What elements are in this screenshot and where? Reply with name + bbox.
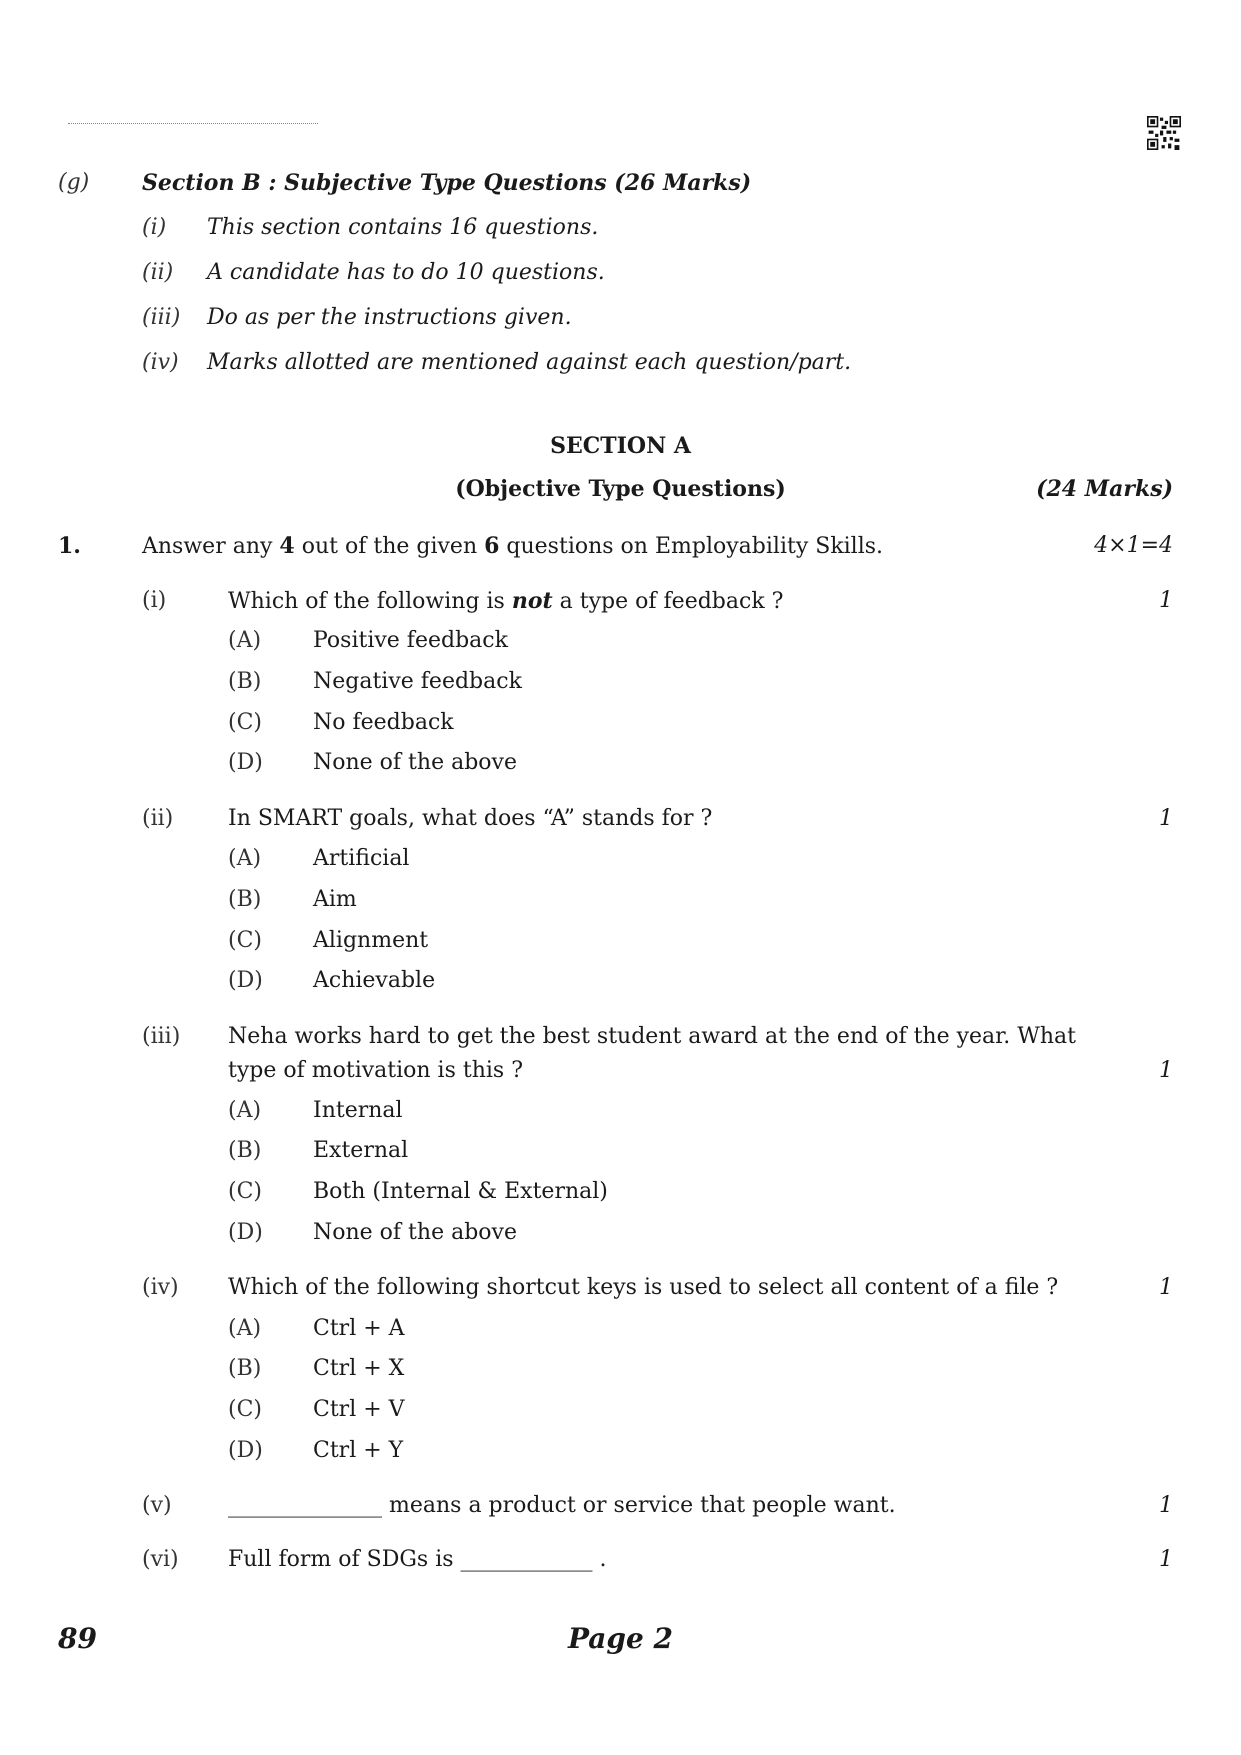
subquestion-number: (i) bbox=[142, 588, 167, 613]
subquestion-number: (iv) bbox=[142, 1275, 179, 1300]
question-number: 1. bbox=[58, 533, 81, 559]
subquestion-marks: 1 bbox=[1159, 1547, 1173, 1572]
instruction-item-num: (i) bbox=[142, 215, 167, 240]
subquestion-text-continued: type of motivation is this ? bbox=[228, 1058, 524, 1083]
option-label: (D) bbox=[228, 1220, 263, 1245]
section-marks: (24 Marks) bbox=[1036, 476, 1173, 502]
option-label: (C) bbox=[228, 710, 262, 735]
option-label: (C) bbox=[228, 1397, 262, 1422]
instruction-label: (g) bbox=[58, 170, 90, 195]
option-text: External bbox=[313, 1138, 409, 1163]
subquestion-marks: 1 bbox=[1159, 806, 1173, 831]
subquestion-text: In SMART goals, what does “A” stands for ? bbox=[228, 806, 713, 831]
section-title: SECTION A bbox=[550, 433, 691, 459]
instruction-item-text: A candidate has to do 10 questions. bbox=[207, 260, 605, 285]
header-divider bbox=[68, 123, 318, 124]
instruction-item-text: Do as per the instructions given. bbox=[207, 305, 572, 330]
option-label: (A) bbox=[228, 628, 262, 653]
option-text: Artificial bbox=[313, 846, 410, 871]
option-text: Ctrl + X bbox=[313, 1356, 405, 1381]
subquestion-marks: 1 bbox=[1159, 1058, 1173, 1083]
question-marks: 4×1=4 bbox=[1094, 533, 1173, 558]
paper-code: 89 bbox=[58, 1622, 97, 1655]
option-label: (A) bbox=[228, 1316, 262, 1341]
option-label: (D) bbox=[228, 1438, 263, 1463]
question-text: Answer any 4 out of the given 6 questions on Employability Skills. bbox=[142, 533, 884, 559]
instruction-item-num: (ii) bbox=[142, 260, 174, 285]
option-text: Ctrl + Y bbox=[313, 1438, 404, 1463]
option-label: (A) bbox=[228, 1098, 262, 1123]
option-text: Both (Internal & External) bbox=[313, 1179, 608, 1204]
subquestion-number: (vi) bbox=[142, 1547, 179, 1572]
subquestion-marks: 1 bbox=[1159, 588, 1173, 613]
option-label: (B) bbox=[228, 669, 262, 694]
section-subtitle: (Objective Type Questions) bbox=[455, 476, 786, 502]
subquestion-marks: 1 bbox=[1159, 1493, 1173, 1518]
option-text: Positive feedback bbox=[313, 628, 508, 653]
option-label: (C) bbox=[228, 928, 262, 953]
subquestion-marks: 1 bbox=[1159, 1275, 1173, 1300]
subquestion-number: (v) bbox=[142, 1493, 172, 1518]
option-text: None of the above bbox=[313, 1220, 517, 1245]
instruction-title: Section B : Subjective Type Questions (26 Marks) bbox=[142, 170, 752, 196]
subquestion-text: Neha works hard to get the best student award at the end of the year. What bbox=[228, 1024, 1076, 1049]
option-text: Ctrl + A bbox=[313, 1316, 405, 1341]
option-text: Achievable bbox=[313, 968, 436, 993]
instruction-item-num: (iii) bbox=[142, 305, 181, 330]
page-number: Page 2 bbox=[567, 1622, 674, 1655]
instruction-item-num: (iv) bbox=[142, 350, 179, 375]
option-label: (B) bbox=[228, 1138, 262, 1163]
option-text: Internal bbox=[313, 1098, 403, 1123]
instruction-item-text: This section contains 16 questions. bbox=[207, 215, 599, 240]
option-label: (D) bbox=[228, 750, 263, 775]
subquestion-text: Which of the following shortcut keys is used to select all content of a file ? bbox=[228, 1275, 1059, 1300]
qr-code-icon bbox=[1147, 116, 1181, 150]
option-label: (B) bbox=[228, 887, 262, 912]
subquestion-number: (iii) bbox=[142, 1024, 181, 1049]
subquestion-text: ______________ means a product or service that people want. bbox=[228, 1493, 896, 1518]
subquestion-text: Full form of SDGs is ____________ . bbox=[228, 1547, 607, 1572]
instruction-item-text: Marks allotted are mentioned against each question/part. bbox=[207, 350, 852, 375]
option-text: None of the above bbox=[313, 750, 517, 775]
subquestion-number: (ii) bbox=[142, 806, 174, 831]
option-text: No feedback bbox=[313, 710, 454, 735]
option-label: (B) bbox=[228, 1356, 262, 1381]
option-text: Alignment bbox=[313, 928, 429, 953]
option-label: (D) bbox=[228, 968, 263, 993]
option-label: (C) bbox=[228, 1179, 262, 1204]
option-text: Ctrl + V bbox=[313, 1397, 405, 1422]
option-text: Negative feedback bbox=[313, 669, 522, 694]
option-label: (A) bbox=[228, 846, 262, 871]
option-text: Aim bbox=[313, 887, 357, 912]
subquestion-text: Which of the following is not a type of feedback ? bbox=[228, 588, 784, 614]
